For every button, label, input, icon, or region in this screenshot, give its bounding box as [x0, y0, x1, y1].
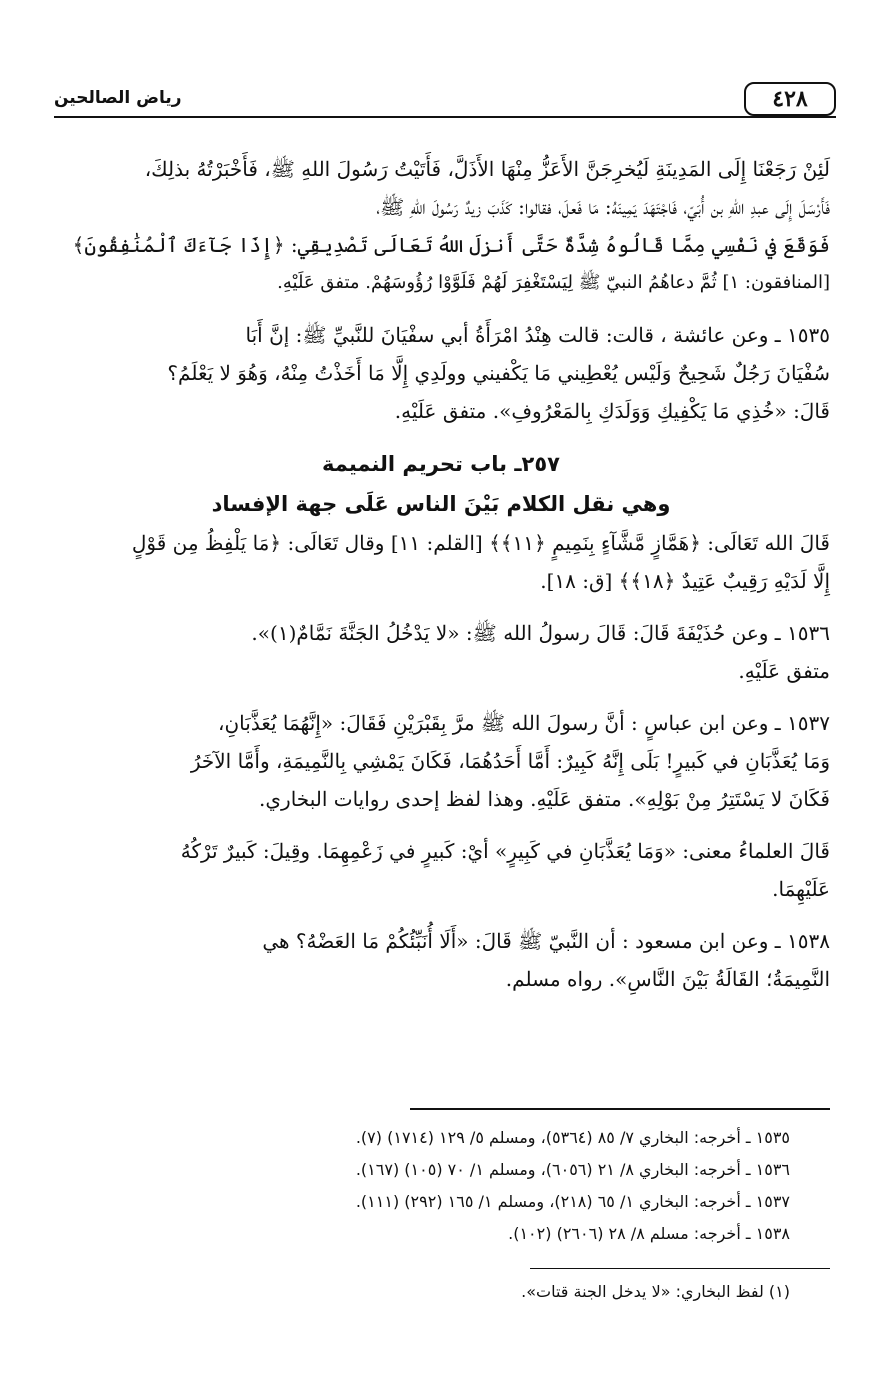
footnote-item: ١٥٣٧ ـ أخرجه: البخاري ١/ ٦٥ (٢١٨)، ومسلم ١/ ١٦٥ (٢٩٢) (١١١).: [355, 1192, 790, 1211]
page-number: ٤٢٨: [744, 82, 836, 116]
hadith-1536-line: ١٥٣٦ ـ وعن حُذَيْفَةَ قَالَ: قَالَ رسولُ الله ﷺ: «لا يَدْخُلُ الجَنَّةَ نَمَّامٌ(١)».: [251, 621, 830, 645]
text-line: فَأَرْسَلَ إِلَى عبدِ اللهِ بن أُبَيّ، فَاجْتَهَدَ يَمِينَهُ: مَا فَعلَ، فقالوا: كَذَبَ زيدٌ رَسُولَ اللهِ ﷺ،: [376, 195, 830, 219]
book-title: رياض الصالحين: [54, 88, 182, 108]
text-line: سُفْيَانَ رَجُلٌ شَحِيحٌ وَلَيْس يُعْطِيني مَا يَكْفيني وولَدِي إِلَّا مَا أَخَذْتُ مِنْهُ، وَهُوَ لا يَعْلَمُ؟: [167, 361, 830, 385]
text-line: فَكَانَ لا يَسْتَتِرُ مِنْ بَوْلِهِ». متفق عَلَيْهِ. وهذا لفظ إحدى روايات البخاري.: [259, 787, 830, 811]
footnote-item: ١٥٣٨ ـ أخرجه: مسلم ٨/ ٢٨ (٢٦٠٦) (١٠٢).: [508, 1224, 790, 1243]
hadith-1535-line: ١٥٣٥ ـ وعن عائشة ، قالت: قالت هِنْدُ امْرَأَةُ أبي سفْيَانَ للنَّبيِّ ﷺ: إنَّ أَبَا: [245, 323, 830, 347]
footnote-note: (١) لفظ البخاري: «لا يدخل الجنة قتات».: [521, 1282, 790, 1301]
text-line: [المنافقون: ١] ثُمَّ دعاهُمُ النبيّ ﷺ لِيَسْتَغْفِرَ لَهُمْ فَلَوَّوْا رُؤُوسَهُمْ. متفق عَلَيْهِ.: [277, 272, 830, 293]
header-divider: [54, 116, 836, 118]
text-line: النَّمِيمَةُ؛ القَالَةُ بَيْنَ النَّاسِ». رواه مسلم.: [505, 967, 830, 991]
text-line: قَالَ: «خُذِي مَا يَكْفِيكِ وَوَلَدَكِ بِالمَعْرُوفِ». متفق عَلَيْهِ.: [394, 399, 830, 423]
text-line: عَلَيْهِمَا.: [772, 877, 830, 901]
footnote-item: ١٥٣٦ ـ أخرجه: البخاري ٨/ ٢١ (٦٠٥٦)، ومسلم ١/ ٧٠ (١٠٥) (١٦٧).: [355, 1160, 790, 1179]
chapter-title: ٢٥٧ـ باب تحريم النميمة: [322, 452, 560, 476]
hadith-1538-line: ١٥٣٨ ـ وعن ابن مسعود : أن النَّبيّ ﷺ قَالَ: «أَلَا أُنَبِّئُكُمْ مَا العَضْهُ؟ هي: [262, 929, 830, 953]
commentary-line: قَالَ العلماءُ معنى: «وَمَا يُعَذَّبَانِ في كَبِيرٍ» أيْ: كَبيرٍ في زَعْمِهِمَا. وقِيلَ: كَبيرٌ تَرْكُهُ: [180, 839, 830, 863]
quran-verse-line: قَالَ الله تَعَالَى: ﴿هَمَّازٍ مَّشَّآءٍ بِنَمِيمٍ ﴿١١﴾﴾ [القلم: ١١] وقال تَعَالَى: ﴿مَا يَلْفِظُ مِن قَوْلٍ: [131, 531, 830, 555]
footnote-item: ١٥٣٥ ـ أخرجه: البخاري ٧/ ٨٥ (٥٣٦٤)، ومسلم ٥/ ١٢٩ (١٧١٤) (٧).: [355, 1128, 790, 1147]
text-line: لَئِنْ رَجَعْنَا إِلَى المَدِينَةِ لَيُخرِجَنَّ الأَعَزُّ مِنْهَا الأَذَلَّ، فَأَتَيْتُ رَسُولَ اللهِ ﷺ، فَأَخْبَرْتُهُ بذلِكَ،: [144, 157, 830, 181]
footnotes: [52, 1108, 830, 1307]
text-line: فَوَقَعَ في نَفْسِي مِمَّا قَالُوهُ شِدَّةٌ حَتَّى أَنزلَ اللهُ تَعَالَى تَصْدِيقِي: ﴿إِذَا جَآءَكَ ٱلْمُنَٰفِقُونَ﴾: [72, 233, 830, 257]
text-line: وَمَا يُعَذَّبَانِ في كَبيرٍ! بَلَى إِنَّهُ كَبِيرٌ: أَمَّا أَحَدُهُمَا، فَكَانَ يَمْشِي بِالنَّمِيمَةِ، وأَمَّا الآخَرُ: [190, 749, 830, 773]
hadith-1537-line: ١٥٣٧ ـ وعن ابن عباسٍ : أنَّ رسولَ الله ﷺ مرَّ بِقَبْرَيْنِ فَقَالَ: «إِنَّهُمَا يُعَذَّبَانِ،: [218, 711, 830, 735]
chapter-subtitle: وهي نقل الكلام بَيْنَ الناس عَلَى جهة الإفساد: [211, 492, 671, 516]
page-header: [54, 82, 836, 122]
main-text: [52, 150, 830, 998]
text-line: متفق عَلَيْهِ.: [738, 659, 830, 683]
quran-verse-line: إِلَّا لَدَيْهِ رَقِيبٌ عَتِيدٌ ﴿١٨﴾﴾ [ق: ١٨].: [540, 569, 830, 593]
